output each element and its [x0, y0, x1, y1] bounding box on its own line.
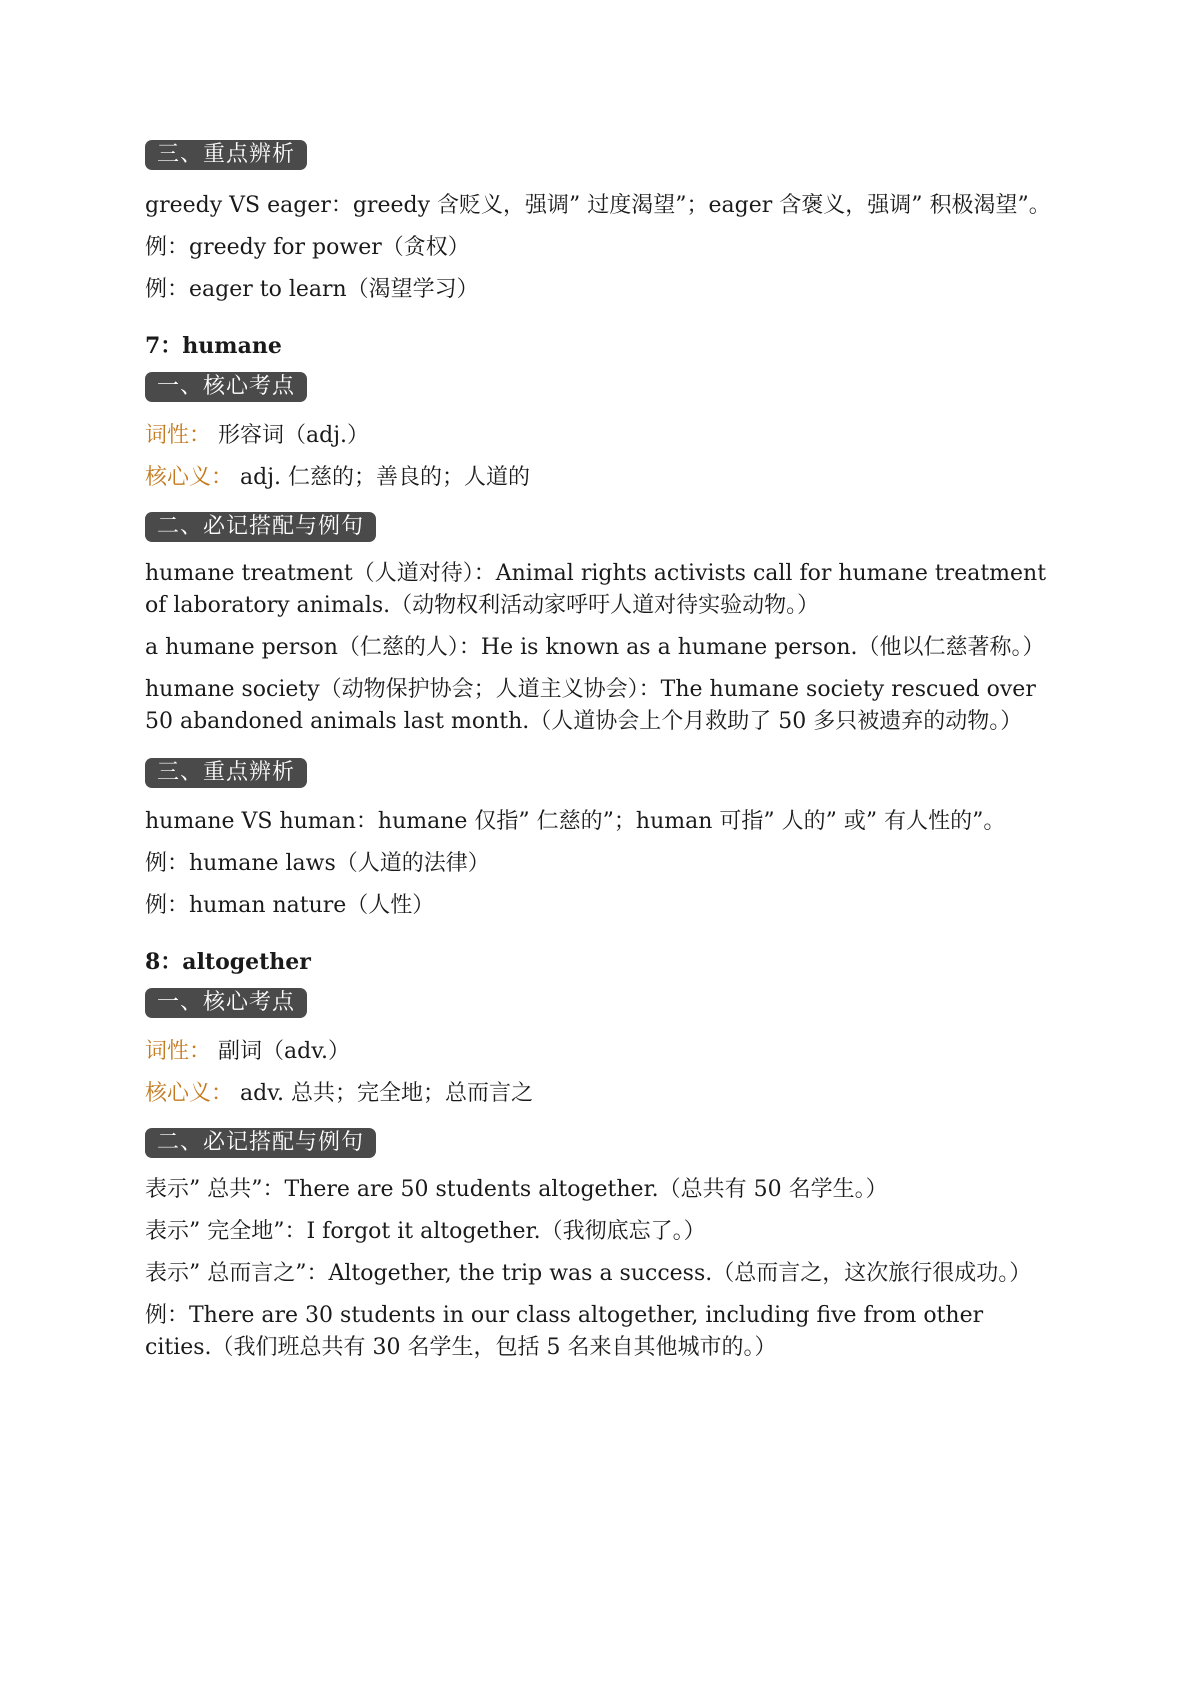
- collocation-tag: 二、必记搭配与例句: [145, 1128, 376, 1158]
- collocation-line: 例：There are 30 students in our class altogether, including five from other cities.（我们班总共有 30 名学生，包括 5 名来自其他城市的。）: [145, 1303, 984, 1360]
- collocation-line: 表示” 总共”：There are 50 students altogether.（总共有 50 名学生。）: [145, 1177, 888, 1202]
- part-of-speech: [145, 420, 1055, 452]
- collocation-line: humane society（动物保护协会；人道主义协会）：The humane society rescued over 50 abandoned animals last month.（人道协会上个月救助了 50 多只被遗弃的动物。）: [145, 677, 1036, 734]
- word-title: 7：humane: [145, 333, 282, 359]
- pos-value: 形容词（adj.）: [218, 423, 370, 448]
- analysis-tag: 三、重点辨析: [145, 140, 307, 170]
- part-of-speech: [145, 1036, 1055, 1068]
- collocation-line: 表示” 总而言之”：Altogether, the trip was a success.（总而言之，这次旅行很成功。）: [145, 1261, 1032, 1286]
- document-page: [145, 140, 1055, 1364]
- word-entry-humane: [145, 330, 1055, 922]
- collocation-line: 表示” 完全地”：I forgot it altogether.（我彻底忘了。）: [145, 1219, 706, 1244]
- core-tag: 一、核心考点: [145, 372, 307, 402]
- core-meaning: [145, 462, 1055, 494]
- core-meaning: [145, 1078, 1055, 1110]
- analysis-text: greedy VS eager：greedy 含贬义，强调” 过度渴望”；eager 含褒义，强调” 积极渴望”。: [145, 193, 1051, 218]
- pos-label: 词性：: [145, 1039, 212, 1064]
- meaning-label: 核心义：: [145, 1081, 234, 1106]
- section-analysis-greedy: [145, 140, 1055, 306]
- word-title: 8：altogether: [145, 949, 311, 975]
- example-line: 例：eager to learn（渴望学习）: [145, 277, 479, 302]
- meaning-value: adj. 仁慈的；善良的；人道的: [240, 465, 531, 490]
- example-line: 例：humane laws（人道的法律）: [145, 851, 490, 876]
- meaning-label: 核心义：: [145, 465, 234, 490]
- collocation-line: a humane person（仁慈的人）：He is known as a humane person.（他以仁慈著称。）: [145, 635, 1045, 660]
- core-tag: 一、核心考点: [145, 988, 307, 1018]
- pos-value: 副词（adv.）: [218, 1039, 351, 1064]
- pos-label: 词性：: [145, 423, 212, 448]
- collocation-line: humane treatment（人道对待）：Animal rights activists call for humane treatment of laboratory animals.（动物权利活动家呼吁人道对待实验动物。）: [145, 561, 1047, 618]
- example-line: 例：human nature（人性）: [145, 893, 435, 918]
- collocation-tag: 二、必记搭配与例句: [145, 512, 376, 542]
- analysis-tag: 三、重点辨析: [145, 758, 307, 788]
- word-entry-altogether: [145, 946, 1055, 1364]
- example-line: 例：greedy for power（贪权）: [145, 235, 470, 260]
- meaning-value: adv. 总共；完全地；总而言之: [240, 1081, 534, 1106]
- analysis-text: humane VS human：humane 仅指” 仁慈的”；human 可指” 人的” 或” 有人性的”。: [145, 809, 1006, 834]
